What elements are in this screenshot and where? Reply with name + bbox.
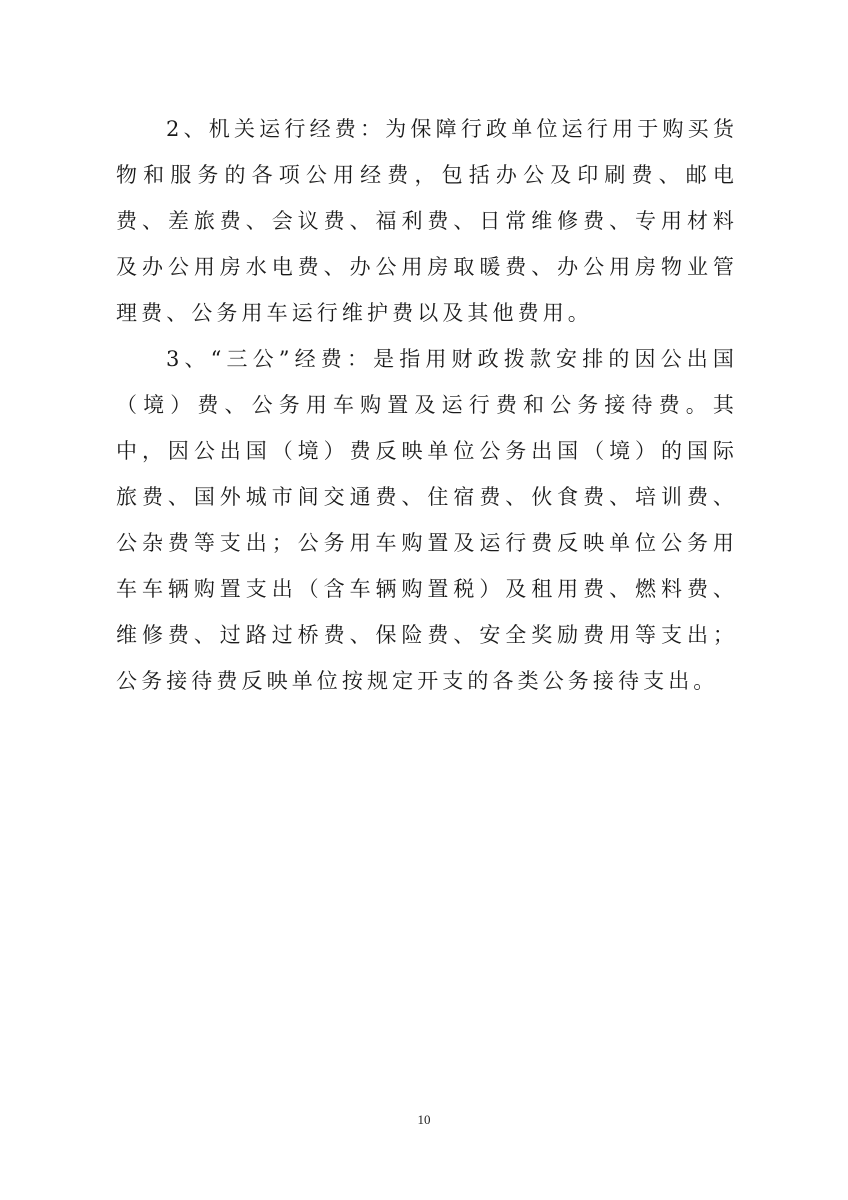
document-body (116, 106, 738, 704)
page-number: 10 (417, 1112, 431, 1127)
paragraph-operating-expenses: 2、机关运行经费：为保障行政单位运行用于购买货物和服务的各项公用经费，包括办公及印刷费、邮电费、差旅费、会议费、福利费、日常维修费、专用材料及办公用房水电费、办公用房取暖费、办公用房物业管理费、公务用车运行维护费以及其他费用。 (116, 117, 738, 325)
paragraph-three-public-expenses: 3、“三公”经费：是指用财政拨款安排的因公出国（境）费、公务用车购置及运行费和公务接待费。其中，因公出国（境）费反映单位公务出国（境）的国际旅费、国外城市间交通费、住宿费、伙食费、培训费、公杂费等支出；公务用车购置及运行费反映单位公务用车车辆购置支出（含车辆购置税）及租用费、燃料费、维修费、过路过桥费、保险费、安全奖励费用等支出；公务接待费反映单位按规定开支的各类公务接待支出。 (116, 347, 738, 693)
